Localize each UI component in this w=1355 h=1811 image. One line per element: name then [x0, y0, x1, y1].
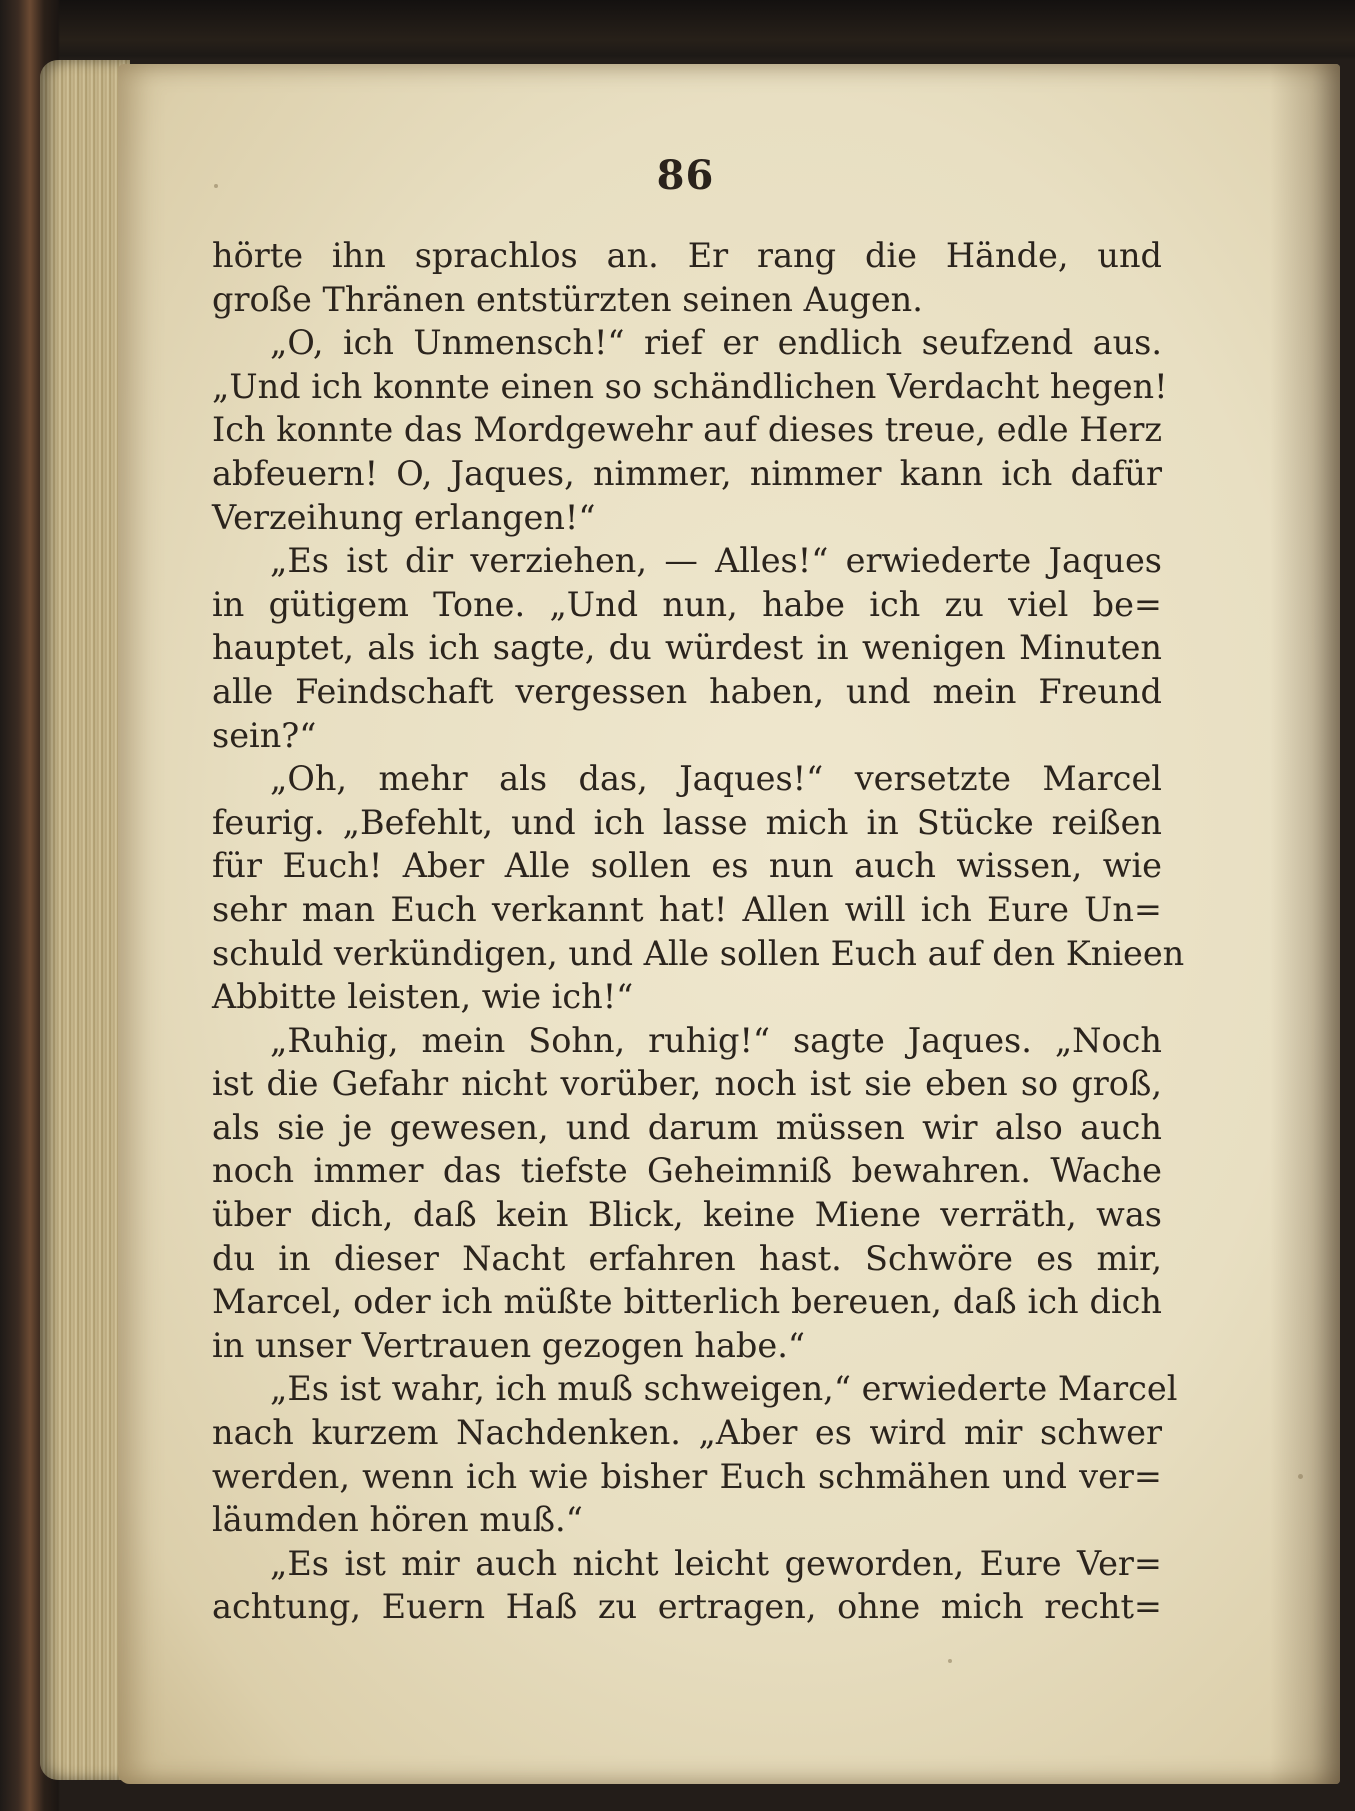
- text-line: hauptet, als ich sagte, du würdest in wenigen Minuten: [212, 628, 1162, 668]
- paper-speck: [214, 184, 218, 188]
- text-line: schuld verkündigen, und Alle sollen Euch auf den Knieen: [212, 933, 1185, 973]
- text-line: du in dieser Nacht erfahren hast. Schwöre es mir,: [212, 1238, 1162, 1278]
- text-line: „Ruhig, mein Sohn, ruhig!“ sagte Jaques. „Noch: [270, 1020, 1162, 1060]
- text-line: abfeuern! O, Jaques, nimmer, nimmer kann ich dafür: [212, 453, 1162, 493]
- text-line: ist die Gefahr nicht vorüber, noch ist sie eben so groß,: [212, 1064, 1162, 1104]
- body-text: [212, 234, 1185, 1629]
- text-line: sehr man Euch verkannt hat! Allen will ich Eure Un=: [212, 889, 1162, 929]
- text-line: läumden hören muß.“: [212, 1500, 583, 1540]
- text-line: für Euch! Aber Alle sollen es nun auch wissen, wie: [212, 846, 1162, 886]
- text-line: alle Feindschaft vergessen haben, und mein Freund: [212, 671, 1162, 711]
- paper-speck: [1298, 1474, 1303, 1479]
- page-edges: [40, 60, 130, 1780]
- page-number: 86: [656, 152, 715, 199]
- text-line: „Und ich konnte einen so schändlichen Verdacht hegen!: [212, 366, 1168, 406]
- text-line: „O, ich Unmensch!“ rief er endlich seufzend aus.: [270, 323, 1162, 363]
- text-line: Verzeihung erlangen!“: [212, 497, 596, 537]
- text-line: „Es ist mir auch nicht leicht geworden, Eure Ver=: [270, 1543, 1162, 1583]
- text-line: Ich konnte das Mordgewehr auf dieses treue, edle Herz: [212, 410, 1162, 450]
- text-line: „Es ist dir verziehen, — Alles!“ erwiederte Jaques: [270, 541, 1162, 581]
- paper-speck: [948, 1659, 952, 1663]
- text-line: „Es ist wahr, ich muß schweigen,“ erwiederte Marcel: [270, 1369, 1178, 1409]
- text-line: in unser Vertrauen gezogen habe.“: [212, 1325, 805, 1365]
- text-line: nach kurzem Nachdenken. „Aber es wird mir schwer: [212, 1413, 1162, 1453]
- text-line: „Oh, mehr als das, Jaques!“ versetzte Marcel: [270, 759, 1162, 799]
- text-line: hörte ihn sprachlos an. Er rang die Hände, und: [212, 236, 1162, 275]
- text-line: als sie je gewesen, und darum müssen wir also auch: [212, 1107, 1162, 1147]
- text-line: feurig. „Befehlt, und ich lasse mich in Stücke reißen: [212, 802, 1162, 842]
- text-line: Marcel, oder ich müßte bitterlich bereuen, daß ich dich: [212, 1282, 1162, 1322]
- text-line: über dich, daß kein Blick, keine Miene verräth, was: [212, 1195, 1162, 1235]
- text-line: große Thränen entstürzten seinen Augen.: [212, 279, 923, 319]
- page-gutter-shadow: [1270, 64, 1340, 1784]
- text-line: in gütigem Tone. „Und nun, habe ich zu viel be=: [212, 584, 1162, 624]
- text-line: noch immer das tiefste Geheimniß bewahren. Wache: [212, 1151, 1162, 1191]
- text-line: sein?“: [212, 715, 317, 755]
- text-line: Abbitte leisten, wie ich!“: [212, 977, 634, 1017]
- book-page: [118, 64, 1340, 1784]
- text-line: achtung, Euern Haß zu ertragen, ohne mich recht=: [212, 1587, 1162, 1627]
- text-line: werden, wenn ich wie bisher Euch schmähen und ver=: [212, 1456, 1162, 1496]
